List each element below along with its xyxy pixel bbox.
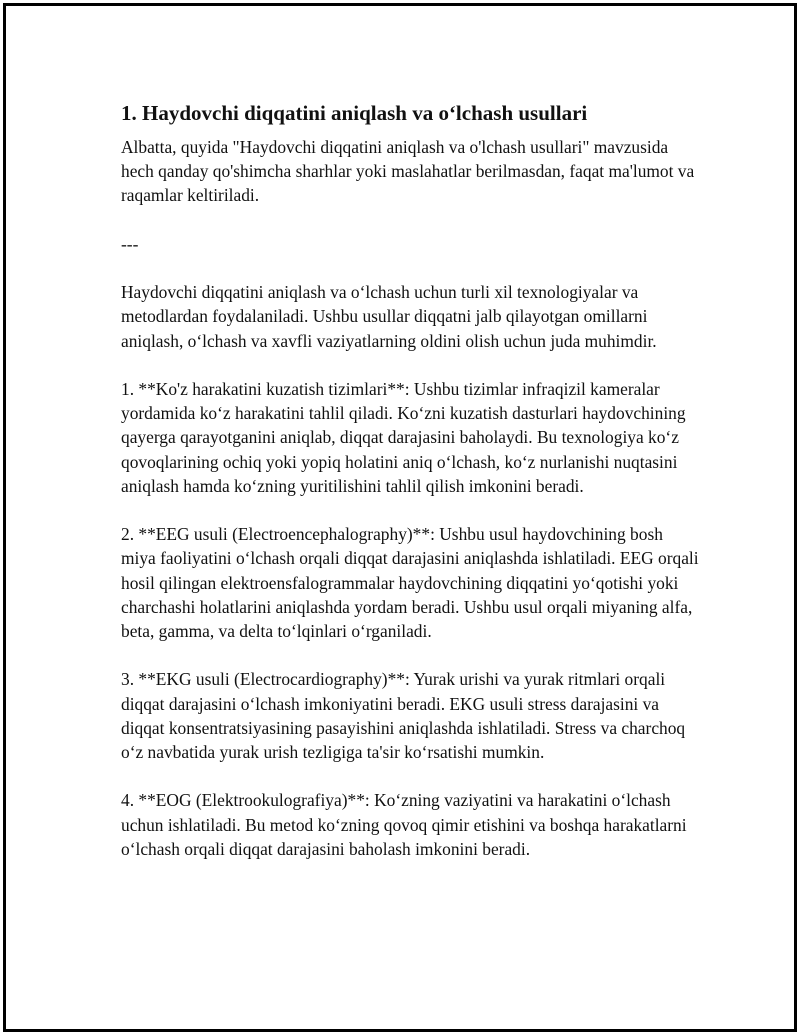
overview-paragraph: Haydovchi diqqatini aniqlash va o‘lchash uchun turli xil texnologiyalar va metodlardan foydalaniladi. Ushbu usullar diqqatni jalb qilayotgan omillarni aniqlash, o‘lchash va xavfli vaziyatlarning oldini olish uchun juda muhimdir. <box>121 282 657 351</box>
method-eog-paragraph: 4. **EOG (Elektrookulografiya)**: Ko‘zning vaziyatini va harakatini o‘lchash uchun ishlatiladi. Bu metod ko‘zning qovoq qimir etishini va boshqa harakatlarni o‘lchash orqali diqqat darajasini baholash imkonini beradi. <box>121 790 687 859</box>
method-ekg-paragraph: 3. **EKG usuli (Electrocardiography)**: Yurak urishi va yurak ritmlari orqali diqqat darajasini o‘lchash imkoniyatini beradi. EKG usuli stress darajasini va diqqat konsentratsiyasining pasayishini aniqlashda ishlatiladi. Stress va charchoq o‘z navbatida yurak urish tezligiga ta'sir ko‘rsatishi mumkin. <box>121 669 686 762</box>
document-body <box>121 99 701 861</box>
method-eeg-paragraph: 2. **EEG usuli (Electroencephalography)**: Ushbu usul haydovchining bosh miya faoliyatini o‘lchash orqali diqqat darajasini aniqlashda ishlatiladi. EEG orqali hosil qilingan elektroensfalogrammalar haydovchining diqqatini yo‘qotishi yoki charchashi holatlarini aniqlashda yordam beradi. Ushbu usul orqali miyaning alfa, beta, gamma, va delta to‘lqinlari o‘rganiladi. <box>121 524 699 641</box>
document-title: 1. Haydovchi diqqatini aniqlash va o‘lchash usullari <box>121 101 588 125</box>
intro-paragraph: Albatta, quyida "Haydovchi diqqatini aniqlash va o'lchash usullari" mavzusida hech qanday qo'shimcha sharhlar yoki maslahatlar berilmasdan, faqat ma'lumot va raqamlar keltiriladi. <box>121 137 695 206</box>
page-frame <box>3 3 797 1032</box>
method-eye-tracking-paragraph: 1. **Ko'z harakatini kuzatish tizimlari**: Ushbu tizimlar infraqizil kameralar yordamida ko‘z harakatini tahlil qiladi. Ko‘zni kuzatish dasturlari haydovchining qayerga qarayotganini aniqlab, diqqat darajasini baholaydi. Bu texnologiya ko‘z qovoqlarining ochiq yoki yopiq holatini aniq o‘lchash, ko‘z nurlanishi nuqtasini aniqlash hamda ko‘zning yuritilishini tahlil qilish imkonini beradi. <box>121 378 686 496</box>
separator-text: --- <box>121 233 139 254</box>
